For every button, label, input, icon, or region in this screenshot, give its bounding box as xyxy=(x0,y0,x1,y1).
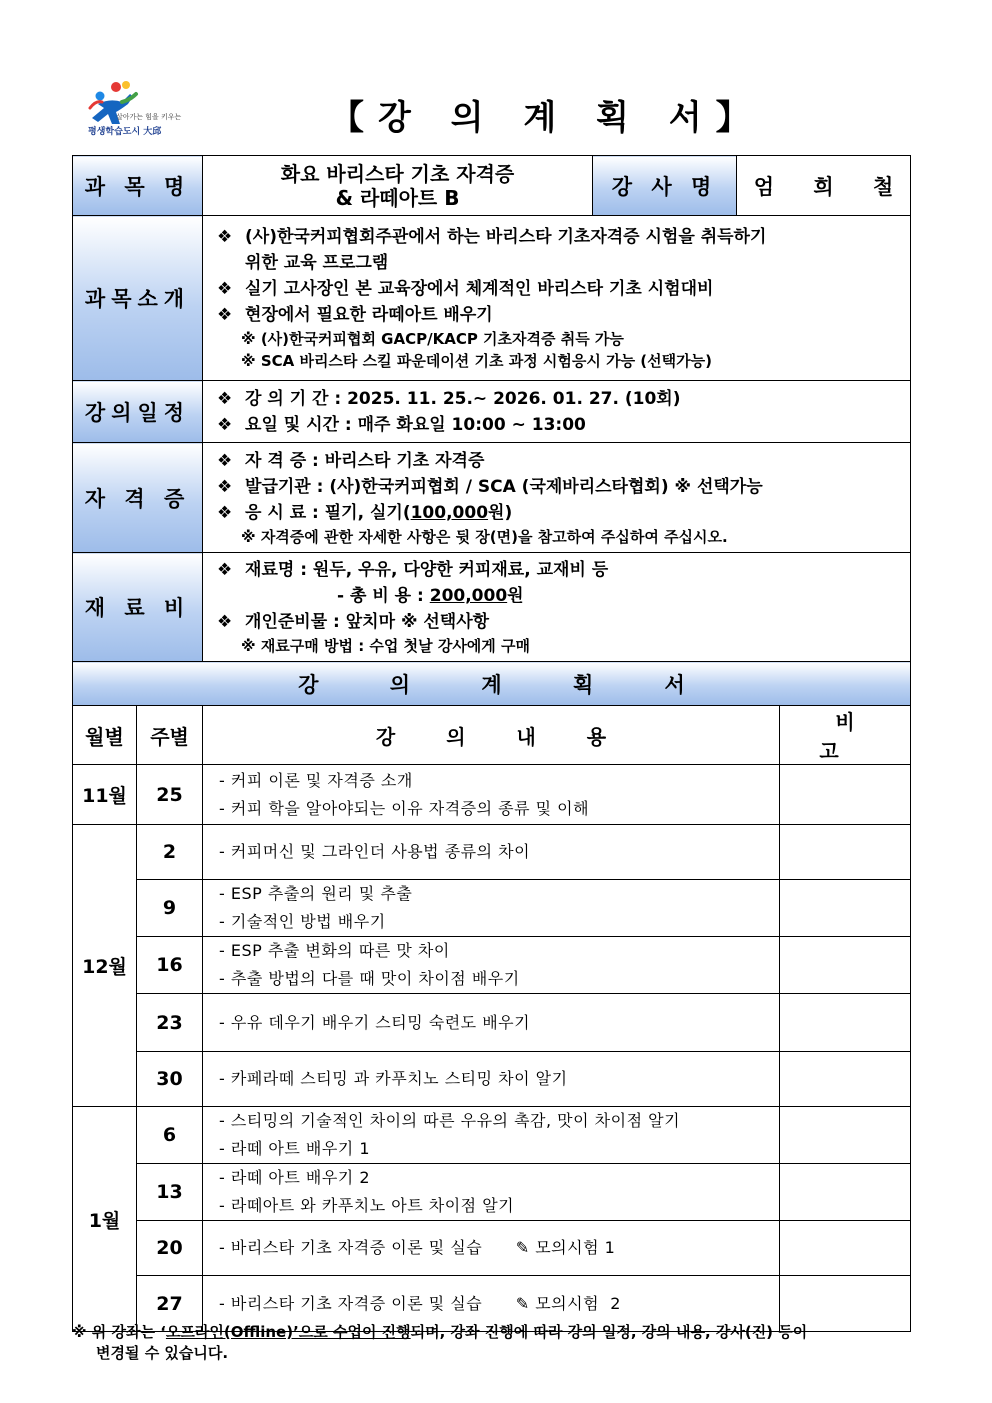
exam-fee-prefix: 응 시 료 : 필기, 실기( xyxy=(245,502,411,523)
week-number: 9 xyxy=(137,880,203,937)
schedule-period: 강 의 기 간 : 2025. 11. 25.~ 2026. 01. 27. (10회) xyxy=(245,388,681,409)
content-line: - 추출 방법의 다를 때 맛이 차이점 배우기 xyxy=(219,969,520,988)
subject-name xyxy=(203,156,593,216)
content-line: - ESP 추출의 원리 및 추출 xyxy=(219,884,413,903)
schedule-label: 강의일정 xyxy=(73,381,203,443)
lecture-content xyxy=(203,994,780,1052)
subject-line1: 화요 바리스타 기초 자격증 xyxy=(280,161,515,186)
footer-note xyxy=(72,1322,912,1364)
content-line: - 카페라떼 스티밍 과 카푸치노 스티밍 차이 알기 xyxy=(219,1069,568,1088)
col-week: 주별 xyxy=(137,706,203,765)
content-line: - 기술적인 방법 배우기 xyxy=(219,912,386,931)
logo-city: 평생학습도시 大邱 xyxy=(88,127,162,137)
footer-line2: 변경될 수 있습니다. xyxy=(96,1344,229,1362)
content-line: - 바리스타 기초 자격증 이론 및 실습 ✎ 모의시험 2 xyxy=(219,1293,621,1313)
lecture-content xyxy=(203,937,780,994)
content-line: - 라떼 아트 배우기 1 xyxy=(219,1139,371,1158)
intro-item1: (사)한국커피협회주관에서 하는 바리스타 기초자격증 시험을 취득하기 xyxy=(245,227,767,247)
lecture-content xyxy=(203,1052,780,1107)
bullet-icon: ❖ xyxy=(217,560,233,580)
exam-fee-suffix: 원) xyxy=(488,502,513,523)
bullet-icon: ❖ xyxy=(217,502,233,523)
schedule-content xyxy=(203,381,911,443)
lecture-content xyxy=(203,765,780,825)
note-cell xyxy=(780,880,911,937)
instructor-label: 강 사 명 xyxy=(593,156,737,216)
note-cell xyxy=(780,825,911,880)
content-line: - 스티밍의 기술적인 차이의 따른 우유의 촉감, 맛이 차이점 알기 xyxy=(219,1111,681,1130)
note-cell xyxy=(780,1164,911,1221)
lecture-content xyxy=(203,1164,780,1221)
table-row xyxy=(73,825,911,880)
note-cell xyxy=(780,1221,911,1276)
certificate-issuer: 발급기관 : (사)한국커피협회 / SCA (국제바리스타협회) ※ 선택가능 xyxy=(245,476,763,497)
content-line: - 커피머신 및 그라인더 사용법 종류의 차이 xyxy=(219,842,531,861)
table-row xyxy=(73,765,911,825)
week-number: 13 xyxy=(137,1164,203,1221)
table-row xyxy=(73,1107,911,1164)
bullet-icon: ❖ xyxy=(217,279,233,299)
personal-items: 개인준비물 : 앞치마 ※ 선택사항 xyxy=(245,612,490,632)
month-january: 1월 xyxy=(73,1107,137,1332)
certificate-name: 자 격 증 : 바리스타 기초 자격증 xyxy=(245,450,485,471)
table-row xyxy=(73,937,911,994)
intro-item2: 실기 고사장인 본 교육장에서 체계적인 바리스타 기초 시험대비 xyxy=(245,279,714,299)
intro-label: 과목소개 xyxy=(73,216,203,381)
note-cell xyxy=(780,994,911,1052)
instructor-name: 엄 희 철 xyxy=(737,156,911,216)
month-december: 12월 xyxy=(73,825,137,1107)
footer-prefix: ※ 위 강좌는 ‘ xyxy=(72,1323,166,1341)
week-number: 20 xyxy=(137,1221,203,1276)
footer-underlined: 오프라인(Offline)’으로 수업이 진행 xyxy=(165,1323,411,1341)
lecture-content xyxy=(203,880,780,937)
week-number: 27 xyxy=(137,1276,203,1332)
intro-content xyxy=(203,216,911,381)
footer-suffix: 되며, 강좌 진행에 따라 강의 일정, 강의 내용, 강사(진) 등이 xyxy=(410,1323,808,1341)
table-row xyxy=(73,880,911,937)
bullet-icon: ❖ xyxy=(217,388,233,409)
material-content xyxy=(203,553,911,662)
note-cell xyxy=(780,937,911,994)
exam-fee-amount: 100,000 xyxy=(410,502,489,523)
col-content: 강 의 내 용 xyxy=(203,706,780,765)
material-total-suffix: 원 xyxy=(507,586,524,606)
week-number: 23 xyxy=(137,994,203,1052)
bullet-icon: ❖ xyxy=(217,450,233,471)
month-november: 11월 xyxy=(73,765,137,825)
intro-note2: ※ SCA 바리스타 스킬 파운데이션 기초 과정 시험응시 가능 (선택가능) xyxy=(241,352,712,370)
bullet-icon: ❖ xyxy=(217,612,233,632)
lecture-content xyxy=(203,825,780,880)
intro-item3: 현장에서 필요한 라떼아트 배우기 xyxy=(245,305,493,325)
col-month: 월별 xyxy=(73,706,137,765)
week-number: 16 xyxy=(137,937,203,994)
content-line: - ESP 추출 변화의 따른 맛 차이 xyxy=(219,941,450,960)
intro-item1-cont: 위한 교육 프로그램 xyxy=(245,253,389,273)
week-number: 6 xyxy=(137,1107,203,1164)
table-row xyxy=(73,994,911,1052)
bullet-icon: ❖ xyxy=(217,227,233,247)
document-title: 【강 의 계 획 서】 xyxy=(330,98,764,138)
week-number: 2 xyxy=(137,825,203,880)
table-row xyxy=(73,1164,911,1221)
lecture-content xyxy=(203,1107,780,1164)
note-cell xyxy=(780,1052,911,1107)
material-label: 재 료 비 xyxy=(73,553,203,662)
bullet-icon: ❖ xyxy=(217,305,233,325)
content-line: - 우유 데우기 배우기 스티밍 숙련도 배우기 xyxy=(219,1012,531,1032)
note-cell xyxy=(780,765,911,825)
plan-title: 강 의 계 획 서 xyxy=(73,662,911,706)
content-line: - 커피 이론 및 자격증 소개 xyxy=(219,770,413,790)
content-line: - 커피 학을 알아야되는 이유 자격증의 종류 및 이해 xyxy=(219,798,590,818)
bullet-icon: ❖ xyxy=(217,476,233,497)
note-cell xyxy=(780,1107,911,1164)
material-items: 재료명 : 원두, 우유, 다양한 커피재료, 교재비 등 xyxy=(245,560,609,580)
logo-tagline: 살아가는 힘을 키우는 xyxy=(116,113,182,121)
subject-label: 과 목 명 xyxy=(73,156,203,216)
material-note: ※ 재료구매 방법 : 수업 첫날 강사에게 구매 xyxy=(241,637,530,655)
content-line: - 라떼아트 와 카푸치노 아트 차이점 알기 xyxy=(219,1196,515,1215)
certificate-content xyxy=(203,443,911,553)
subject-line2: & 라떼아트 B xyxy=(335,185,460,210)
course-plan-table xyxy=(72,155,911,1332)
schedule-time: 요일 및 시간 : 매주 화요일 10:00 ~ 13:00 xyxy=(245,414,586,435)
col-note: 비 고 xyxy=(780,706,911,765)
content-line: - 바리스타 기초 자격증 이론 및 실습 ✎ 모의시험 1 xyxy=(219,1238,616,1257)
material-total-amount: 200,000 xyxy=(429,586,508,606)
table-row xyxy=(73,1052,911,1107)
bullet-icon: ❖ xyxy=(217,414,233,435)
week-number: 30 xyxy=(137,1052,203,1107)
material-total-prefix: - 총 비 용 : xyxy=(337,586,430,606)
certificate-label: 자 격 증 xyxy=(73,443,203,553)
content-line: - 라떼 아트 배우기 2 xyxy=(219,1168,371,1187)
table-row xyxy=(73,1221,911,1276)
week-number: 25 xyxy=(137,765,203,825)
certificate-note: ※ 자격증에 관한 자세한 사항은 뒷 장(면)을 참고하여 주십하여 주십시오. xyxy=(241,527,728,546)
intro-note1: ※ (사)한국커피협회 GACP/KACP 기초자격증 취득 가능 xyxy=(241,330,624,348)
lecture-content xyxy=(203,1221,780,1276)
